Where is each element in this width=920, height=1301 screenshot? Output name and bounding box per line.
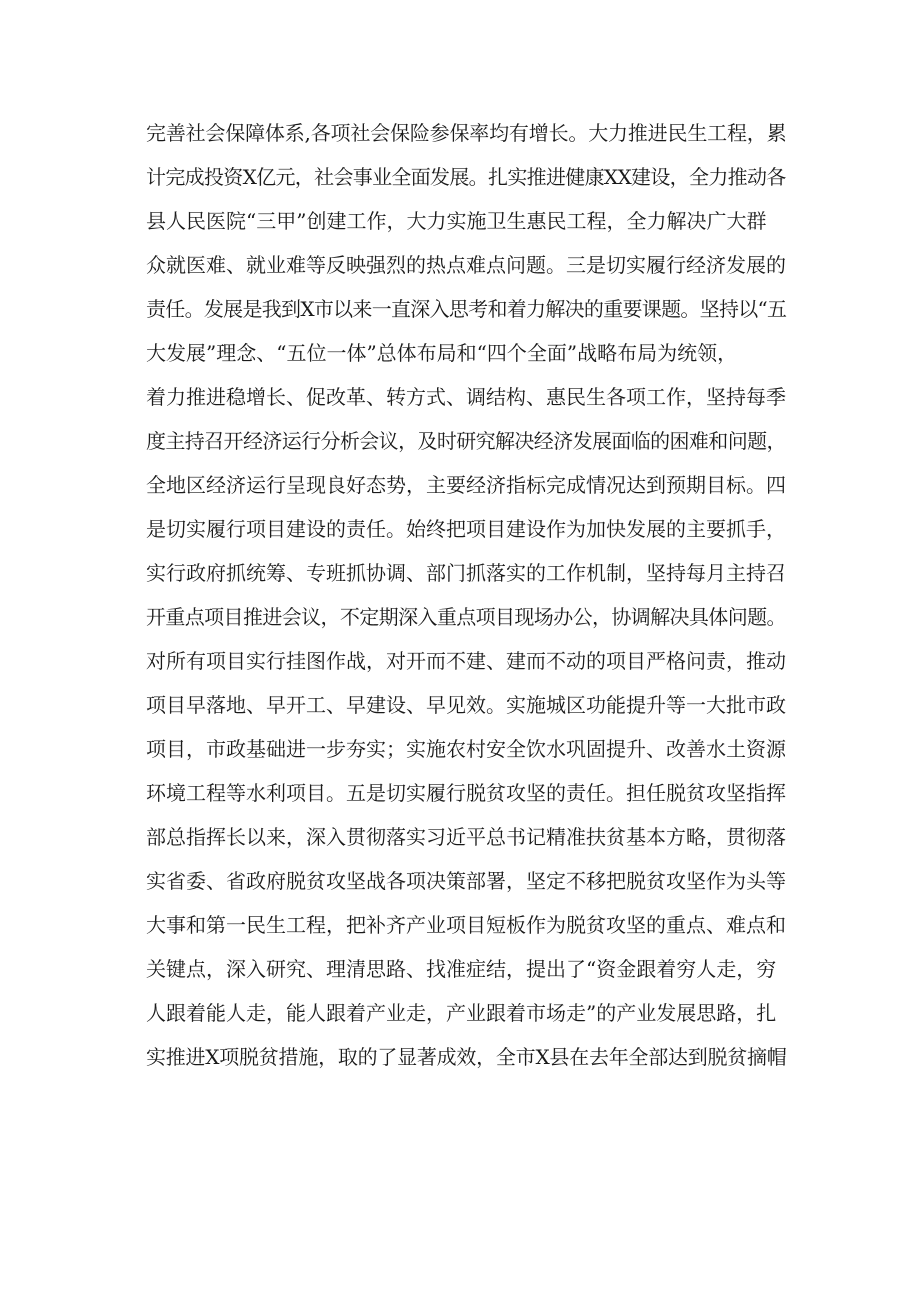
text-line-21: 人跟着能人走，能人跟着产业走，产业跟着市场走”的产业发展思路，扎 bbox=[146, 1001, 777, 1025]
text-line-22: 实推进X项脱贫措施，取的了显著成效，全市X县在去年全部达到脱贫摘帽 bbox=[146, 1045, 787, 1069]
text-line-9: 全地区经济运行呈现良好态势，主要经济指标完成情况达到预期目标。四 bbox=[146, 473, 786, 497]
text-line-15: 项目，市政基础进一步夯实；实施农村安全饮水巩固提升、改善水土资源 bbox=[146, 737, 786, 761]
text-line-2: 计完成投资X亿元，社会事业全面发展。扎实推进健康XX建设，全力推动各 bbox=[146, 165, 786, 189]
text-line-19: 大事和第一民生工程，把补齐产业项目短板作为脱贫攻坚的重点、难点和 bbox=[146, 913, 786, 937]
text-line-17: 部总指挥长以来，深入贯彻落实习近平总书记精准扶贫基本方略，贯彻落 bbox=[146, 825, 786, 849]
text-line-7: 着力推进稳增长、促改革、转方式、调结构、惠民生各项工作，坚持每季 bbox=[146, 385, 786, 409]
text-line-12: 开重点项目推进会议，不定期深入重点项目现场办公，协调解决具体问题。 bbox=[146, 605, 786, 629]
text-line-13: 对所有项目实行挂图作战，对开而不建、建而不动的项目严格问责，推动 bbox=[146, 649, 786, 673]
text-line-18: 实省委、省政府脱贫攻坚战各项决策部署，坚定不移把脱贫攻坚作为头等 bbox=[146, 869, 786, 893]
text-line-5: 责任。发展是我到X市以来一直深入思考和着力解决的重要课题。坚持以“五 bbox=[146, 297, 787, 321]
text-line-1: 完善社会保障体系,各项社会保险参保率均有增长。大力推进民生工程，累 bbox=[146, 121, 787, 145]
text-line-3: 县人民医院“三甲”创建工作，大力实施卫生惠民工程，全力解决广大群 bbox=[146, 209, 767, 233]
text-line-14: 项目早落地、早开工、早建设、早见效。实施城区功能提升等一大批市政 bbox=[146, 693, 786, 717]
text-line-20: 关键点，深入研究、理清思路、找准症结，提出了“资金跟着穷人走，穷 bbox=[146, 957, 777, 981]
text-line-8: 度主持召开经济运行分析会议，及时研究解决经济发展面临的困难和问题， bbox=[146, 429, 786, 453]
body-text bbox=[146, 111, 786, 1079]
text-line-11: 实行政府抓统筹、专班抓协调、部门抓落实的工作机制，坚持每月主持召 bbox=[146, 561, 786, 585]
text-line-4: 众就医难、就业难等反映强烈的热点难点问题。三是切实履行经济发展的 bbox=[146, 253, 786, 277]
text-line-16: 环境工程等水利项目。五是切实履行脱贫攻坚的责任。担任脱贫攻坚指挥 bbox=[146, 781, 786, 805]
text-line-10: 是切实履行项目建设的责任。始终把项目建设作为加快发展的主要抓手， bbox=[146, 517, 786, 541]
text-line-6: 大发展”理念、“五位一体”总体布局和“四个全面”战略布局为统领， bbox=[146, 341, 738, 365]
